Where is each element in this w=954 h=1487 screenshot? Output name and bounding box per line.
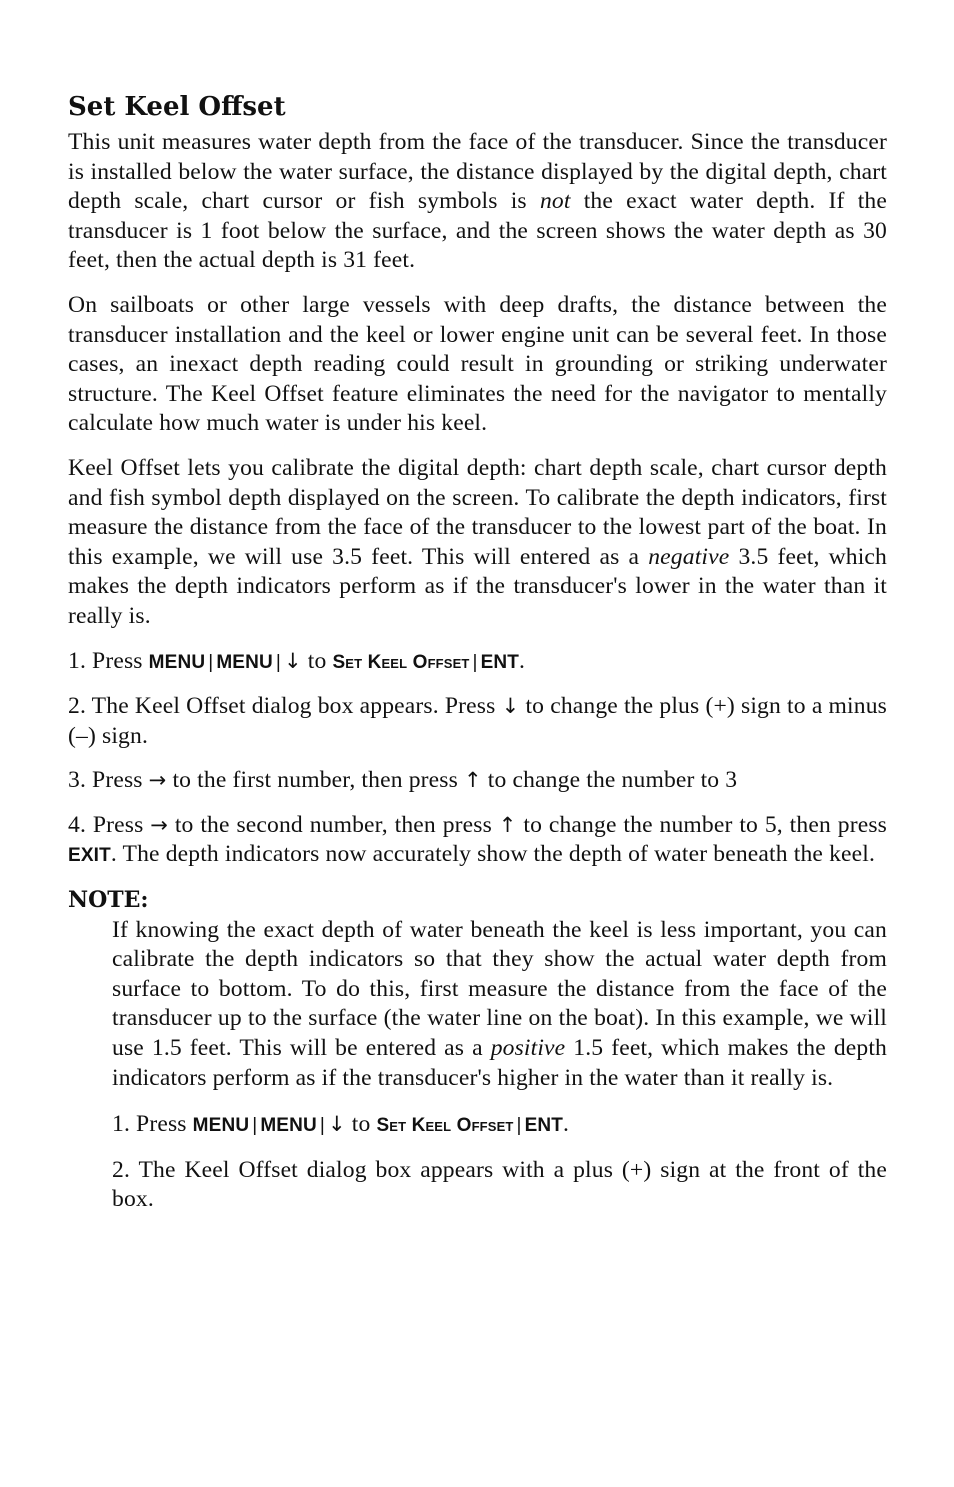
emphasis-not: not <box>539 188 571 215</box>
step-3 <box>68 766 887 796</box>
right-arrow-icon: → <box>148 768 167 793</box>
step-3-text-b: to the first number, then press <box>166 767 464 794</box>
menu-key: MENU <box>148 651 206 673</box>
menu-key: MENU <box>216 651 273 673</box>
exit-key: EXIT <box>68 845 111 867</box>
note-paragraph <box>112 916 887 1094</box>
paragraph-depth-measurement <box>68 128 887 276</box>
note-step-1-to: to <box>345 1111 377 1138</box>
step-3-text-c: to change the number to 3 <box>481 767 738 794</box>
separator: | <box>472 651 478 673</box>
step-1-period: . <box>519 647 526 674</box>
step-1 <box>68 647 887 678</box>
note-text-b: 1.5 feet, which makes the depth indicators perform as if the transducer's higher in the water than it really is. <box>112 1035 887 1091</box>
para1-text-a: This unit measures water depth from the face of the transducer. Since the transducer is installed below the water surface, the distance displayed by the digital depth, chart depth scale, chart cursor or fish symbols is <box>68 129 887 215</box>
step-3-text-a: 3. Press <box>68 767 149 794</box>
menu-key: MENU <box>192 1115 250 1137</box>
up-arrow-icon: ↑ <box>463 768 482 793</box>
separator: | <box>516 1115 522 1137</box>
menu-key: MENU <box>260 1115 317 1137</box>
step-2-text-a: 2. The Keel Offset dialog box appears. Press <box>68 693 502 720</box>
step-1-prefix: 1. Press <box>68 647 149 674</box>
para1-text-b: the exact water depth. If the transducer is 1 foot below the surface, and the screen shows the water depth as 30 feet, then the actual depth is 31 feet. <box>68 188 888 274</box>
emphasis-negative: negative <box>648 543 730 570</box>
separator: | <box>208 651 214 673</box>
step-4-text-b: to the second number, then press <box>168 811 499 838</box>
note-label: NOTE: <box>68 887 149 914</box>
step-2-text-b: to change the plus (+) sign to a minus (–) sign. <box>68 693 887 749</box>
down-arrow-icon: ↓ <box>327 1112 346 1137</box>
note-block <box>112 916 887 1215</box>
set-keel-offset-command: Set Keel Offset <box>332 651 470 673</box>
separator: | <box>319 1115 325 1137</box>
paragraph-keel-offset-calibrate <box>68 454 887 632</box>
note-step-1 <box>112 1110 887 1141</box>
para3-text-b: 3.5 feet, which makes the depth indicators perform as if the transducer's lower in the water than it really is. <box>68 543 887 629</box>
separator: | <box>252 1115 258 1137</box>
up-arrow-icon: ↑ <box>498 812 517 837</box>
note-step-1-prefix: 1. Press <box>112 1111 193 1138</box>
down-arrow-icon: ↓ <box>501 694 520 719</box>
manual-page <box>68 88 887 1230</box>
step-4 <box>68 811 887 871</box>
ent-key: ENT <box>480 651 520 673</box>
note-step-2: 2. The Keel Offset dialog box appears with a plus (+) sign at the front of the box. <box>112 1156 887 1213</box>
set-keel-offset-command: Set Keel Offset <box>376 1115 514 1137</box>
right-arrow-icon: → <box>150 812 168 837</box>
paragraph-sailboats: On sailboats or other large vessels with deep drafts, the distance between the transducer installation and the keel or lower engine unit can be several feet. In those cases, an inexact depth reading could result in grounding or striking underwater structure. The Keel Offset feature eliminates the need for the navigator to mentally calculate how much water is under his keel. <box>68 291 887 437</box>
step-1-to: to <box>301 647 333 674</box>
separator: | <box>275 651 281 673</box>
step-2 <box>68 692 887 751</box>
note-step-1-period: . <box>563 1111 570 1138</box>
step-4-text-d: . The depth indicators now accurately show the depth of water beneath the keel. <box>110 841 876 868</box>
down-arrow-icon: ↓ <box>283 648 302 673</box>
para3-text-a: Keel Offset lets you calibrate the digital depth: chart depth scale, chart cursor depth and fish symbol depth displayed on the screen. To calibrate the depth indicators, first measure the distance from the face of the transducer to the lowest part of the boat. In this example, we will use 3.5 feet. This will entered as a <box>68 454 887 570</box>
emphasis-positive: positive <box>490 1035 566 1062</box>
ent-key: ENT <box>524 1115 564 1137</box>
step-4-text-c: to change the number to 5, then press <box>516 811 887 838</box>
section-heading: Set Keel Offset <box>68 92 286 122</box>
step-4-text-a: 4. Press <box>68 811 151 838</box>
note-text-a: If knowing the exact depth of water beneath the keel is less important, you can calibrate the depth indicators so that they show the actual water depth from surface to bottom. To do this, first measure the distance from the face of the transducer up to the surface (the water line on the boat). In this example, we will use 1.5 feet. This will be entered as a <box>112 916 887 1062</box>
